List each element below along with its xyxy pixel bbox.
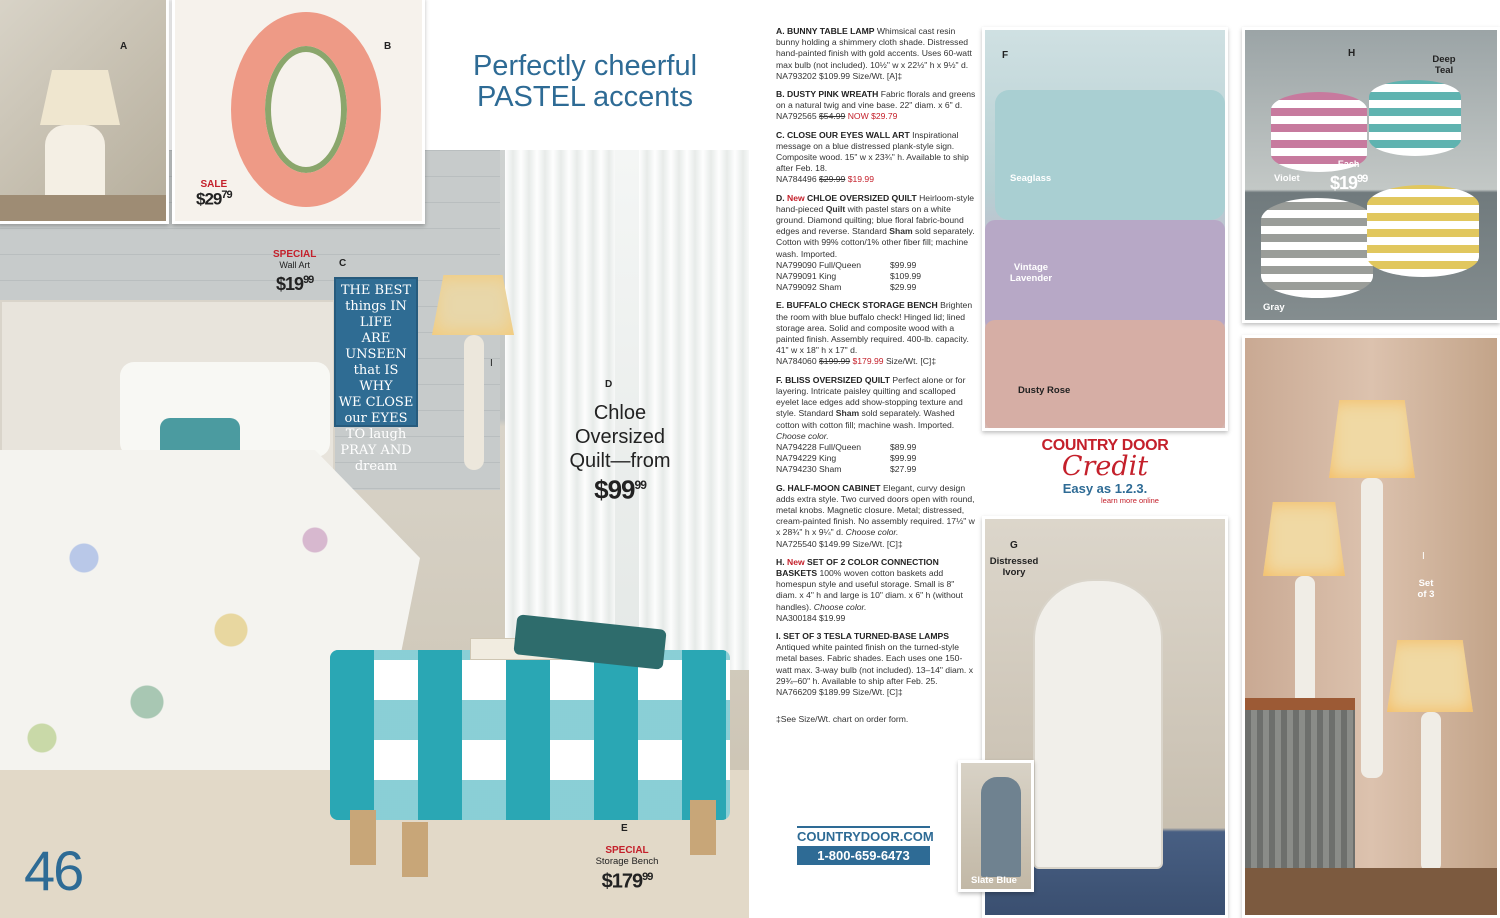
bench-price: SPECIAL Storage Bench $\$179^{99}$ (595, 845, 659, 893)
label-c: C (339, 258, 347, 269)
website-block (797, 826, 934, 865)
product-copy (776, 26, 976, 725)
half-moon-cabinet (1033, 579, 1163, 869)
color-gray: Gray (1263, 302, 1285, 313)
wall-art-price: SPECIAL Wall Art $\$19^{99}$ (273, 249, 317, 294)
label-i-small: I (490, 358, 493, 369)
color-slate-blue: Slate Blue (971, 875, 1017, 886)
bunny-lamp-photo (0, 0, 169, 224)
footnote: ‡See Size/Wt. chart on order form. (776, 714, 909, 725)
label-i: I (1422, 551, 1425, 562)
label-f: F (1002, 50, 1009, 61)
phone-number: 1-800-659-6473 (797, 846, 930, 865)
label-a: A (120, 41, 128, 52)
label-g: G (1010, 540, 1018, 551)
basket-price: Each $\$19^{99}$ (1330, 159, 1368, 193)
color-distressed-ivory: Distressed Ivory (989, 556, 1039, 578)
copy-a: A. BUNNY TABLE LAMP Whimsical cast resin bunny holding a shimmery cloth shade. Distressed hand-painted finish with gold accents. Uses 60-watt max bulb (not included). 10½" w x 22½" h x 9½" d. NA793202 $109.99 Size/Wt. [A]‡ (776, 26, 972, 81)
copy-g: G. HALF-MOON CABINET Elegant, curvy design adds extra style. Two curved doors open with round, metal knobs. Magnetic closure. Metal; distressed, cream-painted finish. No assembly required. 17½" w x 28¾" h x 9¼" d. Choose color. NA725540 $149.99 Size/Wt. [C]‡ (776, 482, 975, 549)
quilt-callout: Chloe Oversized Quilt—from $\$99^{99}$ (569, 402, 671, 505)
copy-i: I. SET OF 3 TESLA TURNED-BASE LAMPS Antiqued white painted finish on the turned-style metal bases. Fabric shades. Each uses one 150-watt max. 3-way bulb (not included). 13–14" diam. x 29¾–60" h. Available to ship after Feb. 25. NA766209 $189.99 Size/Wt. [C]‡ (776, 630, 973, 697)
slate-cabinet-photo (958, 760, 1034, 892)
page-number: 46 (24, 839, 83, 902)
wreath (231, 12, 381, 207)
learn-more-link[interactable]: learn more online (1101, 496, 1159, 505)
copy-c: C. CLOSE OUR EYES WALL ART Inspirational message on a blue distressed plank-style sign. Composite wood. 15" w x 23¾" h. Available to ship after Feb. 18. NA784496 $29.99 $19.99 (776, 129, 969, 185)
lamps-photo (1242, 335, 1500, 918)
copy-f: F. BLISS OVERSIZED QUILT Perfect alone or for layering. Intricate paisley quilting and scalloped eyelet lace edges add show-stopping texture and style. Standard Sham sold separately. Washed cotton with cotton fill; machine wash. Imported. Choose color. NA794228 Full/Queen $89.99 NA794229 King $99.99 NA794230 Sham $27.99 (776, 374, 966, 475)
color-lemon: Lemon (1410, 268, 1442, 279)
wall-art-sign: THE BEST things IN LIFE ARE UNSEEN that IS WHY WE CLOSE our EYES TO laugh PRAY AND dream (334, 277, 418, 427)
copy-b: B. DUSTY PINK WREATH Fabric florals and greens on a natural twig and vine base. 22" diam. x 6" d. NA792565 $54.99 NOW $29.79 (776, 89, 976, 122)
label-b: B (384, 41, 392, 52)
bedroom-photo (0, 150, 749, 918)
color-vintage-lavender: Vintage Lavender (1009, 262, 1053, 284)
color-dusty-rose: Dusty Rose (1018, 385, 1071, 396)
copy-d: D. New CHLOE OVERSIZED QUILT Heirloom-style hand-pieced Quilt with pastel stars on a white ground. Diamond quilting; blue floral fabric-bound edges and reverse. Standard Sham sold separately. Cotton with 99% cotton/1% other fiber fill; machine wash. Imported. NA799090 Full/Queen $99.99 NA799091 King $109.99 NA799092 Sham $29.99 (776, 192, 975, 293)
table-lamp (432, 275, 514, 335)
wreath-price: SALE $\$29^{79}$ (196, 179, 232, 209)
website-link[interactable]: COUNTRYDOOR.COM (797, 826, 930, 844)
color-seaglass: Seaglass (1010, 173, 1052, 184)
label-e: E (621, 823, 628, 834)
bliss-quilt-photo (982, 27, 1228, 431)
label-h: H (1348, 48, 1356, 59)
storage-bench (330, 650, 730, 820)
copy-e: E. BUFFALO CHECK STORAGE BENCH Brighten the room with blue buffalo check! Hinged lid; lined storage area. Solid and composite wood with a painted finish. Assembly required. 400-lb. capacity. 41" w x 18" h x 17" d. NA784060 $199.99 $179.99 Size/Wt. [C]‡ (776, 300, 973, 367)
label-d: D (605, 379, 613, 390)
copy-h: H. New SET OF 2 COLOR CONNECTION BASKETS 100% woven cotton baskets add homespun style and useful storage. Small is 8" diam. x 4" h and large is 10" diam. x 6" h (without handles). Choose color. NA300184 $19.99 (776, 556, 963, 623)
color-violet: Violet (1274, 173, 1300, 184)
lamps-set-label: Set of 3 (1417, 578, 1435, 600)
color-deep-teal: Deep Teal (1432, 54, 1456, 76)
credit-block: COUNTRY DOOR Credit Easy as 1.2.3. learn more online (1020, 437, 1190, 505)
page-title: Perfectly cheerful PASTEL accents (472, 50, 698, 113)
